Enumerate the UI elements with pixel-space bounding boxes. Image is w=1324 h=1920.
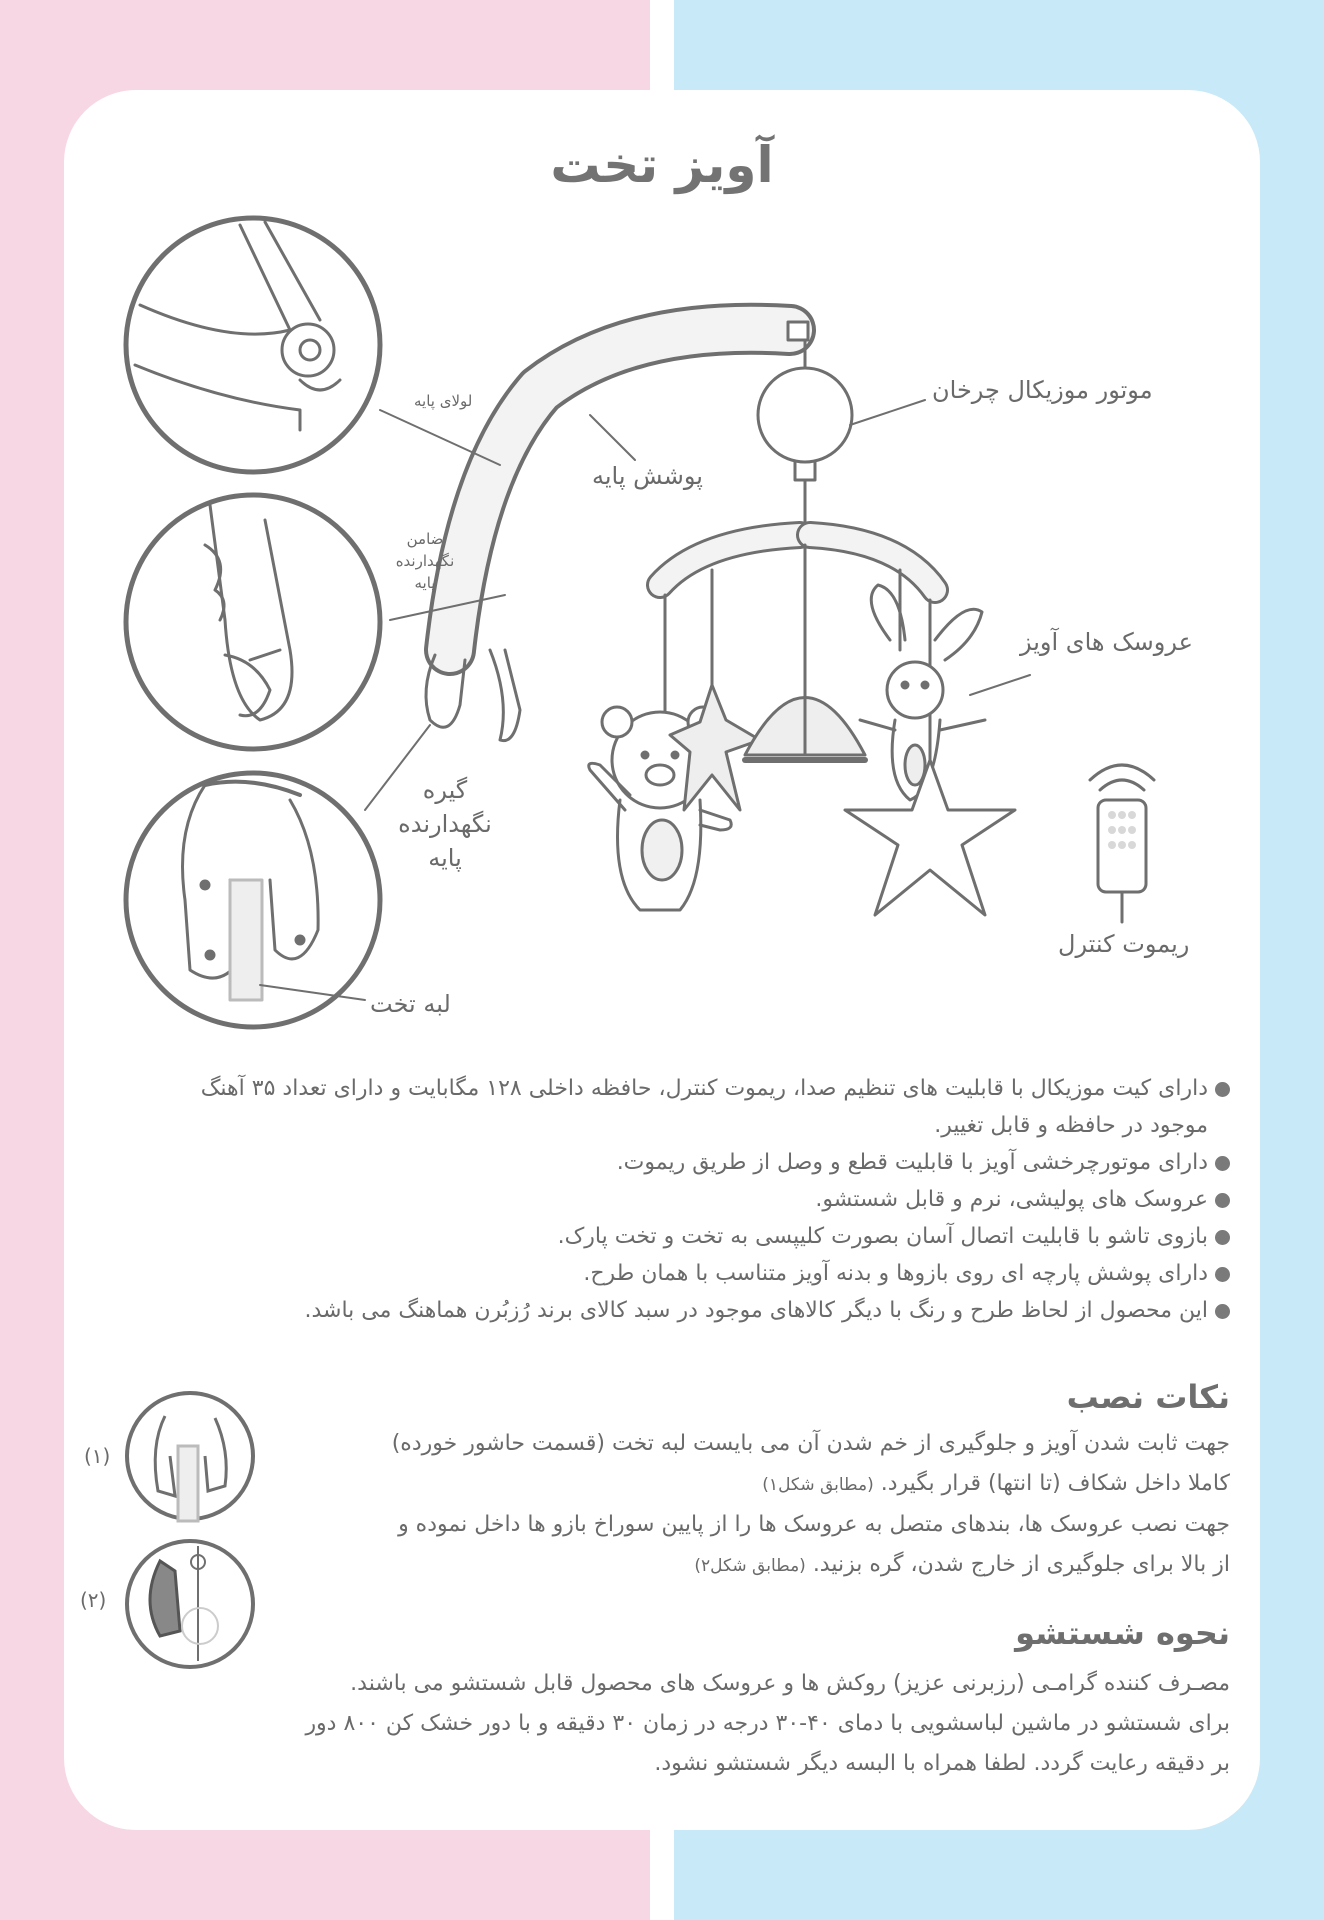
big-star-toy	[845, 760, 1015, 915]
hinge-detail-circle	[126, 218, 380, 472]
bunny-toy	[860, 585, 985, 800]
features-list	[170, 1070, 1230, 1329]
list-item: دارای موتورچرخشی آویز با قابلیت قطع و وصل از طریق ریموت.	[170, 1144, 1230, 1181]
label-crib-edge: لبه تخت	[370, 990, 451, 1018]
install-figures	[120, 1386, 260, 1676]
figure-2-number: (۲)	[80, 1588, 107, 1612]
figure-1-number: (۱)	[84, 1444, 111, 1468]
label-hanging-dolls: عروسک های آویز	[1020, 628, 1193, 656]
label-remote-control: ریموت کنترل	[1058, 930, 1190, 958]
install-paragraph: جهت ثابت شدن آویز و جلوگیری از خم شدن آن می بایست لبه تخت (قسمت حاشور خورده) کاملا داخل شکاف (تا انتها) قرار بگیرد. (مطابق شکل۱) جهت نصب عروسک ها، بندهای متصل به عروسک ها را از پایین سوراخ بازو ها داخل نموده و از بالا برای جلوگیری از خارج شدن، گره بزنید. (مطابق شکل۲)	[391, 1431, 1230, 1577]
clamp-detail-circle	[126, 773, 380, 1027]
list-item: بازوی تاشو با قابلیت اتصال آسان بصورت کلیپسی به تخت و تخت پارک.	[170, 1218, 1230, 1255]
figure-2-knot	[127, 1541, 253, 1667]
wash-paragraph: مصـرف کننده گرامـی (رزبرنی عزیز) روکش ها و عروسک های محصول قابل شستشو می باشند. برای شستشو در ماشین لباسشویی با دمای ۴۰-۳۰ درجه در زمان ۳۰ دقیقه و با دور خشک کن ۸۰۰ دور بر دقیقه رعایت گردد. لطفا همراه با البسه دیگر شستشو نشود.	[305, 1671, 1230, 1776]
install-title: نکات نصب	[1066, 1378, 1230, 1416]
label-base-cover: پوشش پایه	[592, 462, 703, 490]
page-title: آویز تخت	[550, 136, 774, 194]
label-base-guard: ضامن نگهدارنده پایه	[395, 530, 455, 592]
label-music-motor: موتور موزیکال چرخان	[932, 376, 1153, 404]
figure-1-clamp	[127, 1393, 253, 1521]
wash-title: نحوه شستشو	[1015, 1614, 1230, 1652]
label-hinge: لولای پایه	[414, 392, 473, 410]
guard-detail-circle	[126, 495, 380, 749]
label-clamp: گیره نگهدارنده پایه	[398, 776, 492, 872]
list-item: دارای پوشش پارچه ای روی بازوها و بدنه آویز متناسب با همان طرح.	[170, 1255, 1230, 1292]
list-item: عروسک های پولیشی، نرم و قابل شستشو.	[170, 1181, 1230, 1218]
list-item: این محصول از لحاظ طرح و رنگ با دیگر کالاهای موجود در سبد کالای برند رُزبُرن هماهنگ می باشد.	[170, 1292, 1230, 1329]
list-item: دارای کیت موزیکال با قابلیت های تنظیم صدا، ریموت کنترل، حافظه داخلی ۱۲۸ مگابایت و دارای تعداد ۳۵ آهنگ موجود در حافظه و قابل تغییر.	[170, 1070, 1230, 1144]
music-motor	[758, 340, 852, 530]
umbrella-toy	[745, 690, 865, 760]
remote-control-drawing	[1090, 765, 1154, 922]
